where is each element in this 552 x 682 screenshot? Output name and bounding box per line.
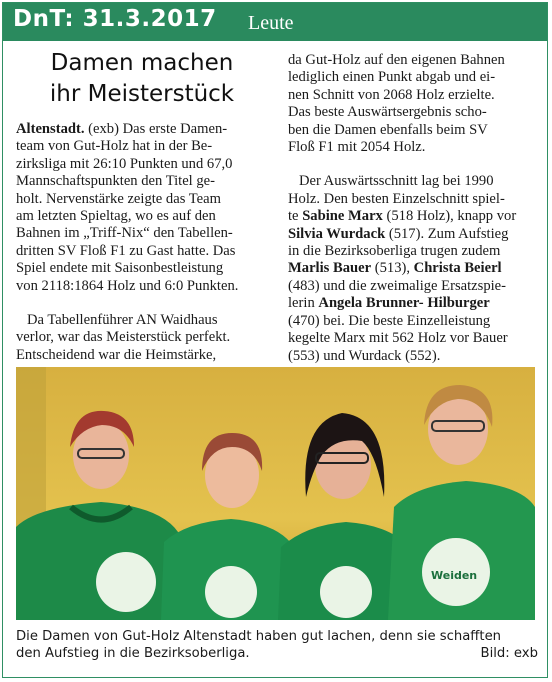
text-line: Entscheidend war die Heimstärke,	[16, 346, 217, 363]
text-line: Spiel endete mit Saisonbestleistung	[16, 260, 224, 277]
player-name: Marlis Bauer	[288, 260, 372, 277]
text-line: (exb) Das erste Damen-	[84, 121, 228, 137]
text-line: (517). Zum Aufstieg	[385, 225, 509, 242]
text-line: lerin	[288, 295, 319, 312]
text-line: (518 Holz), knapp vor	[382, 208, 517, 225]
text-line: (513),	[371, 260, 414, 277]
text-line: Holz. Den besten Einzelschnitt spiel-	[288, 190, 505, 207]
headline-line1: Damen machen	[50, 50, 234, 76]
text-line: te	[288, 208, 303, 225]
dateline: Altenstadt.	[16, 121, 85, 137]
text-line: in die Bezirksoberliga trugen zudem	[288, 243, 501, 260]
text-line: kegelte Marx mit 562 Holz vor Bauer	[288, 330, 508, 347]
article-column-1	[16, 121, 269, 364]
team-photo	[16, 367, 535, 620]
text-line: holt. Nervenstärke zeigte das Team	[16, 190, 221, 207]
shirt-logo-text: Weiden	[431, 569, 478, 582]
text-line: zirksliga mit 26:10 Punkten und 67,0	[16, 155, 233, 172]
text-line: team von Gut-Holz hat in der Be-	[16, 138, 213, 155]
text-line: (553) und Wurdack (552).	[288, 347, 441, 364]
caption-line2: den Aufstieg in die Bezirksoberliga.	[16, 646, 250, 661]
paragraph-4	[288, 173, 538, 364]
text-line: nen Schnitt von 2068 Holz erzielte.	[288, 86, 495, 103]
text-line: da Gut-Holz auf den eigenen Bahnen	[288, 52, 505, 68]
text-line: ben die Damen ebenfalls beim SV	[288, 121, 488, 138]
text-line: lediglich einen Punkt abgab und ei-	[288, 69, 496, 86]
text-line: Floß F1 mit 2054 Holz.	[288, 139, 426, 156]
header-date: DnT: 31.3.2017	[13, 6, 217, 32]
caption-line1: Die Damen von Gut-Holz Altenstadt haben gut lachen, denn sie schafften	[16, 629, 502, 644]
text-line: Das beste Auswärtsergebnis scho-	[288, 104, 487, 121]
player-name: Silvia Wurdack	[288, 225, 386, 242]
photo-credit: Bild: exb	[480, 646, 538, 661]
paragraph-1	[16, 121, 269, 295]
text-line: Da Tabellenführer AN Waidhaus	[26, 312, 218, 329]
headline-line2: ihr Meisterstück	[49, 81, 235, 107]
photo-caption	[16, 628, 538, 662]
player-name: Sabine Marx	[302, 208, 383, 225]
text-line: dritten SV Floß F1 zu Gast hatte. Das	[16, 242, 236, 259]
text-line: am letzten Spieltag, wo es auf den	[16, 208, 216, 225]
paragraph-3	[288, 52, 538, 156]
header-section: Leute	[248, 12, 294, 34]
text-line: (483) und die zweimalige Ersatzspie-	[288, 277, 507, 294]
text-line: (470) bei. Die beste Einzelleistung	[288, 312, 491, 329]
text-line: Bahnen im „Triff-Nix“ den Tabellen-	[16, 225, 233, 242]
article-column-2	[288, 52, 538, 365]
header-bar	[3, 3, 547, 41]
text-line: Der Auswärtsschnitt lag bei 1990	[298, 173, 494, 190]
text-line: Mannschaftspunkten den Titel ge-	[16, 173, 216, 190]
text-line: verlor, war das Meisterstück perfekt.	[16, 329, 231, 346]
paragraph-2	[16, 312, 269, 364]
player-name: Christa Beierl	[413, 260, 502, 277]
headline	[16, 48, 268, 110]
player-name: Angela Brunner- Hilburger	[318, 295, 490, 312]
text-line: von 2118:1864 Holz und 6:0 Punkten.	[16, 277, 239, 294]
